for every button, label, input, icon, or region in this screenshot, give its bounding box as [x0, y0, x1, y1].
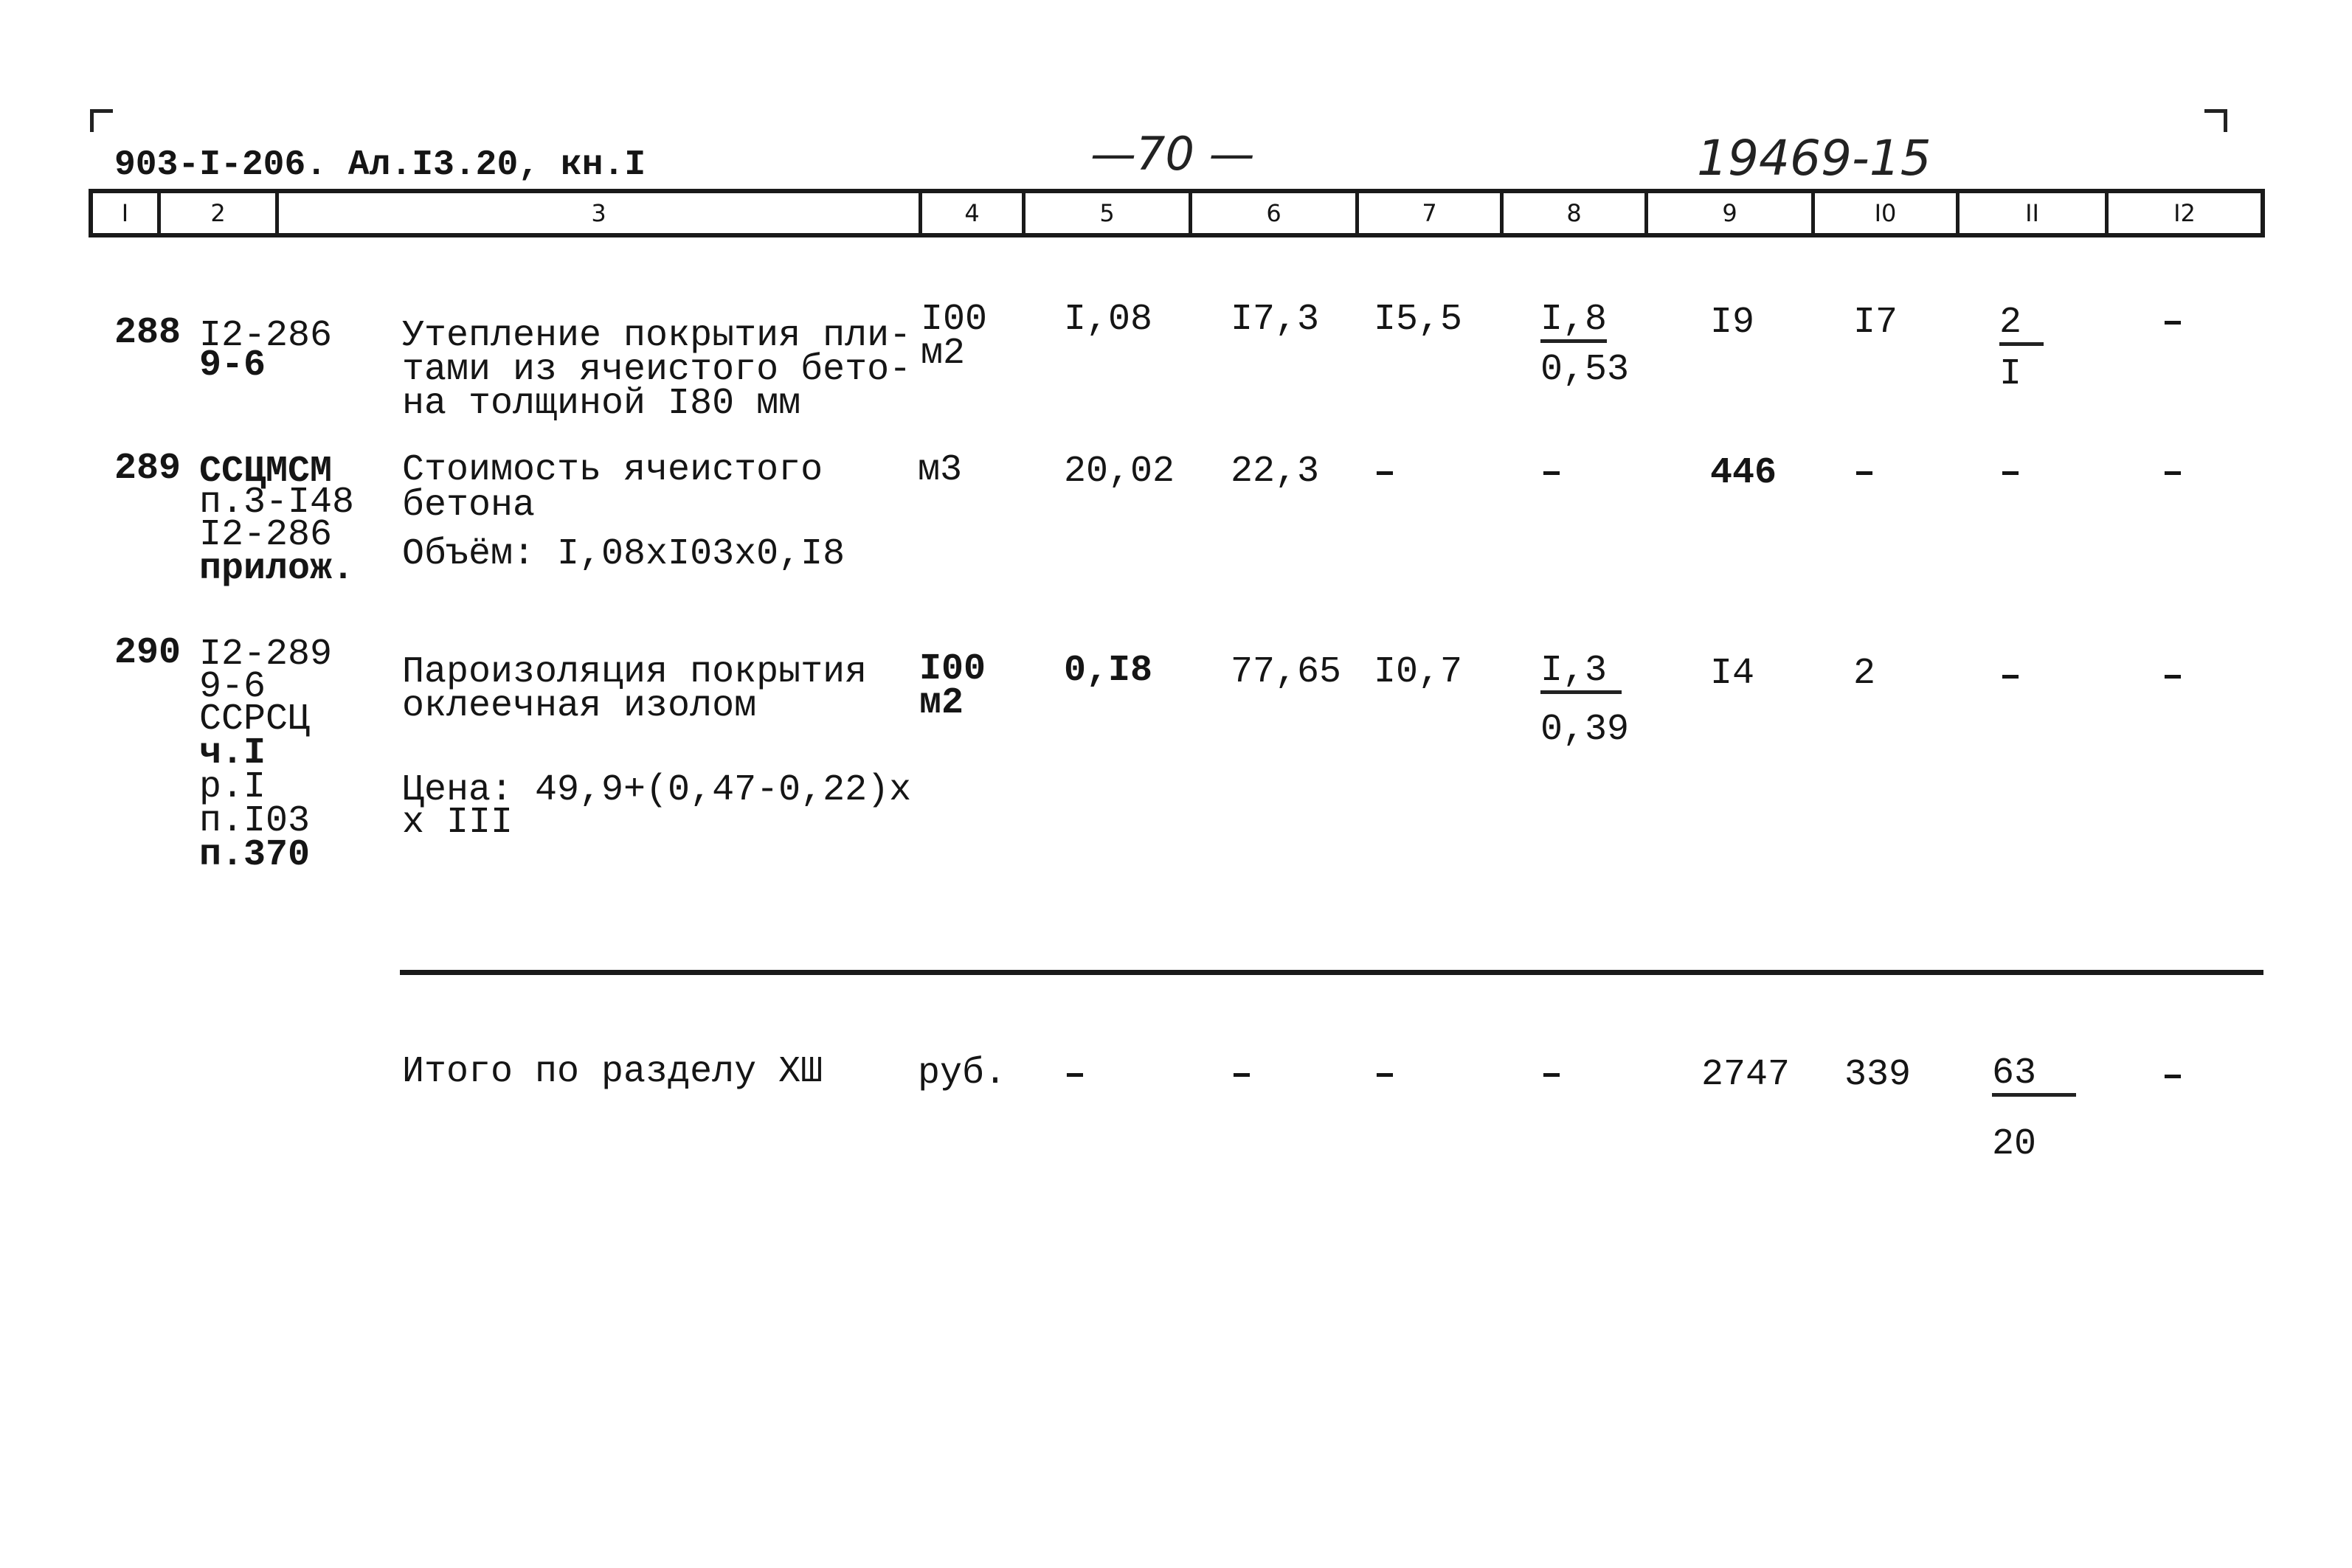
- cell-col12: –: [2162, 452, 2185, 494]
- cell-col5: 0,I8: [1064, 650, 1153, 692]
- column-header: I2: [2173, 199, 2196, 227]
- column-header: 2: [161, 193, 279, 233]
- row-unit-line: I00: [921, 299, 988, 341]
- column-header: 7: [1359, 193, 1504, 233]
- section-separator: [400, 970, 2263, 975]
- cell-col6: 22,3: [1231, 451, 1320, 493]
- total-col5: –: [1064, 1054, 1087, 1096]
- document-code: 903-I-206. Ал.I3.20, кн.I: [114, 145, 646, 185]
- total-unit: руб.: [918, 1052, 1007, 1095]
- cell-col10: 2: [1853, 653, 1876, 695]
- cell-col12: –: [2162, 656, 2185, 698]
- cell-col11: –: [1999, 656, 2022, 698]
- row-unit-line: м2: [921, 333, 966, 375]
- cell-col11-denominator: I: [1999, 353, 2022, 395]
- cell-col8-denominator: 0,39: [1540, 709, 1630, 751]
- row-description-line: бетона: [402, 485, 536, 527]
- top-right-corner-mark: [2204, 109, 2227, 132]
- cell-col8-numerator: [1540, 650, 1622, 694]
- column-header: 8: [1504, 193, 1648, 233]
- cell-col11-numerator: [1999, 302, 2044, 346]
- row-code-line: прилож.: [199, 548, 355, 590]
- column-header: 5: [1025, 193, 1192, 233]
- column-header: 9: [1648, 193, 1815, 233]
- total-col12: –: [2162, 1055, 2185, 1097]
- cell-col9: 446: [1710, 452, 1777, 494]
- row-number: 289: [114, 448, 181, 490]
- cell-col8-denominator: 0,53: [1540, 349, 1630, 391]
- cell-col10: I7: [1853, 302, 1898, 344]
- total-col7: –: [1374, 1054, 1397, 1096]
- row-code-line: 9-6: [199, 344, 266, 386]
- cell-col5: 20,02: [1064, 451, 1175, 493]
- row-code-line: п.I03: [199, 800, 311, 842]
- row-code-line: I2-286: [199, 514, 333, 556]
- cell-col8: –: [1540, 452, 1563, 494]
- cell-col7: I5,5: [1374, 299, 1463, 341]
- row-code-line: ССЦМСМ: [199, 451, 333, 493]
- column-header: I0: [1815, 193, 1960, 233]
- row-note-line: x III: [402, 802, 513, 844]
- total-col6: –: [1231, 1054, 1253, 1096]
- row-number: 290: [114, 632, 181, 674]
- row-note: Объём: I,08xI03x0,I8: [402, 533, 845, 575]
- row-code-line: I2-286: [199, 315, 333, 357]
- total-col9: 2747: [1701, 1054, 1791, 1096]
- cell-col9: I4: [1710, 653, 1755, 695]
- row-code-line: I2-289: [199, 634, 333, 676]
- cell-col10: –: [1853, 452, 1876, 494]
- fraction-top: 63: [1992, 1056, 2076, 1097]
- fraction-top: I,8: [1540, 302, 1607, 343]
- total-col11-denominator: 20: [1992, 1123, 2037, 1165]
- row-code-line: ССРСЦ: [199, 698, 311, 740]
- row-description-line: Утепление покрытия пли-: [402, 315, 912, 357]
- total-label: Итого по разделу ХШ: [402, 1051, 823, 1093]
- total-col8: –: [1540, 1054, 1563, 1096]
- row-number: 288: [114, 312, 181, 354]
- cell-col5: I,08: [1064, 299, 1153, 341]
- inventory-number: 19469-15: [1697, 130, 1931, 187]
- row-description-line: на толщиной I80 мм: [402, 383, 801, 425]
- cell-col8-numerator: [1540, 299, 1608, 343]
- cell-col7: I0,7: [1374, 651, 1463, 693]
- row-description-line: тами из ячеистого бето-: [402, 349, 912, 391]
- column-header: 4: [922, 193, 1025, 233]
- row-code-line: п.370: [199, 834, 311, 876]
- total-col10: 339: [1844, 1054, 1912, 1096]
- row-unit-line: I00: [919, 648, 986, 690]
- row-description-line: Пароизоляция покрытия: [402, 651, 868, 693]
- row-code-line: р.I: [199, 766, 266, 808]
- row-code-line: 9-6: [199, 666, 266, 708]
- cell-col12: –: [2162, 302, 2185, 344]
- column-header: II: [1960, 193, 2109, 233]
- total-col11-numerator: [1992, 1052, 2076, 1097]
- cell-col9: I9: [1710, 302, 1755, 344]
- row-code-line: п.3-I48: [199, 482, 355, 524]
- column-header: I: [93, 193, 161, 233]
- row-description-line: Стоимость ячеистого: [402, 449, 823, 491]
- column-header: 3: [279, 193, 922, 233]
- cell-col11: –: [1999, 452, 2022, 494]
- row-unit-line: м2: [919, 682, 964, 724]
- row-unit: м3: [918, 449, 963, 491]
- column-header: 6: [1192, 193, 1359, 233]
- fraction-top: 2: [1999, 305, 2044, 346]
- row-description-line: оклеечная изолом: [402, 685, 757, 727]
- column-header-row: [89, 189, 2265, 237]
- top-left-corner-mark: [90, 109, 113, 132]
- fraction-top: I,3: [1540, 653, 1622, 694]
- cell-col6: 77,65: [1231, 651, 1342, 693]
- cell-col6: I7,3: [1231, 299, 1320, 341]
- page-number: —70 —: [1090, 127, 1255, 181]
- row-code-line: ч.I: [199, 732, 266, 774]
- row-note-line: Цена: 49,9+(0,47-0,22)x: [402, 769, 912, 811]
- cell-col7: –: [1374, 452, 1397, 494]
